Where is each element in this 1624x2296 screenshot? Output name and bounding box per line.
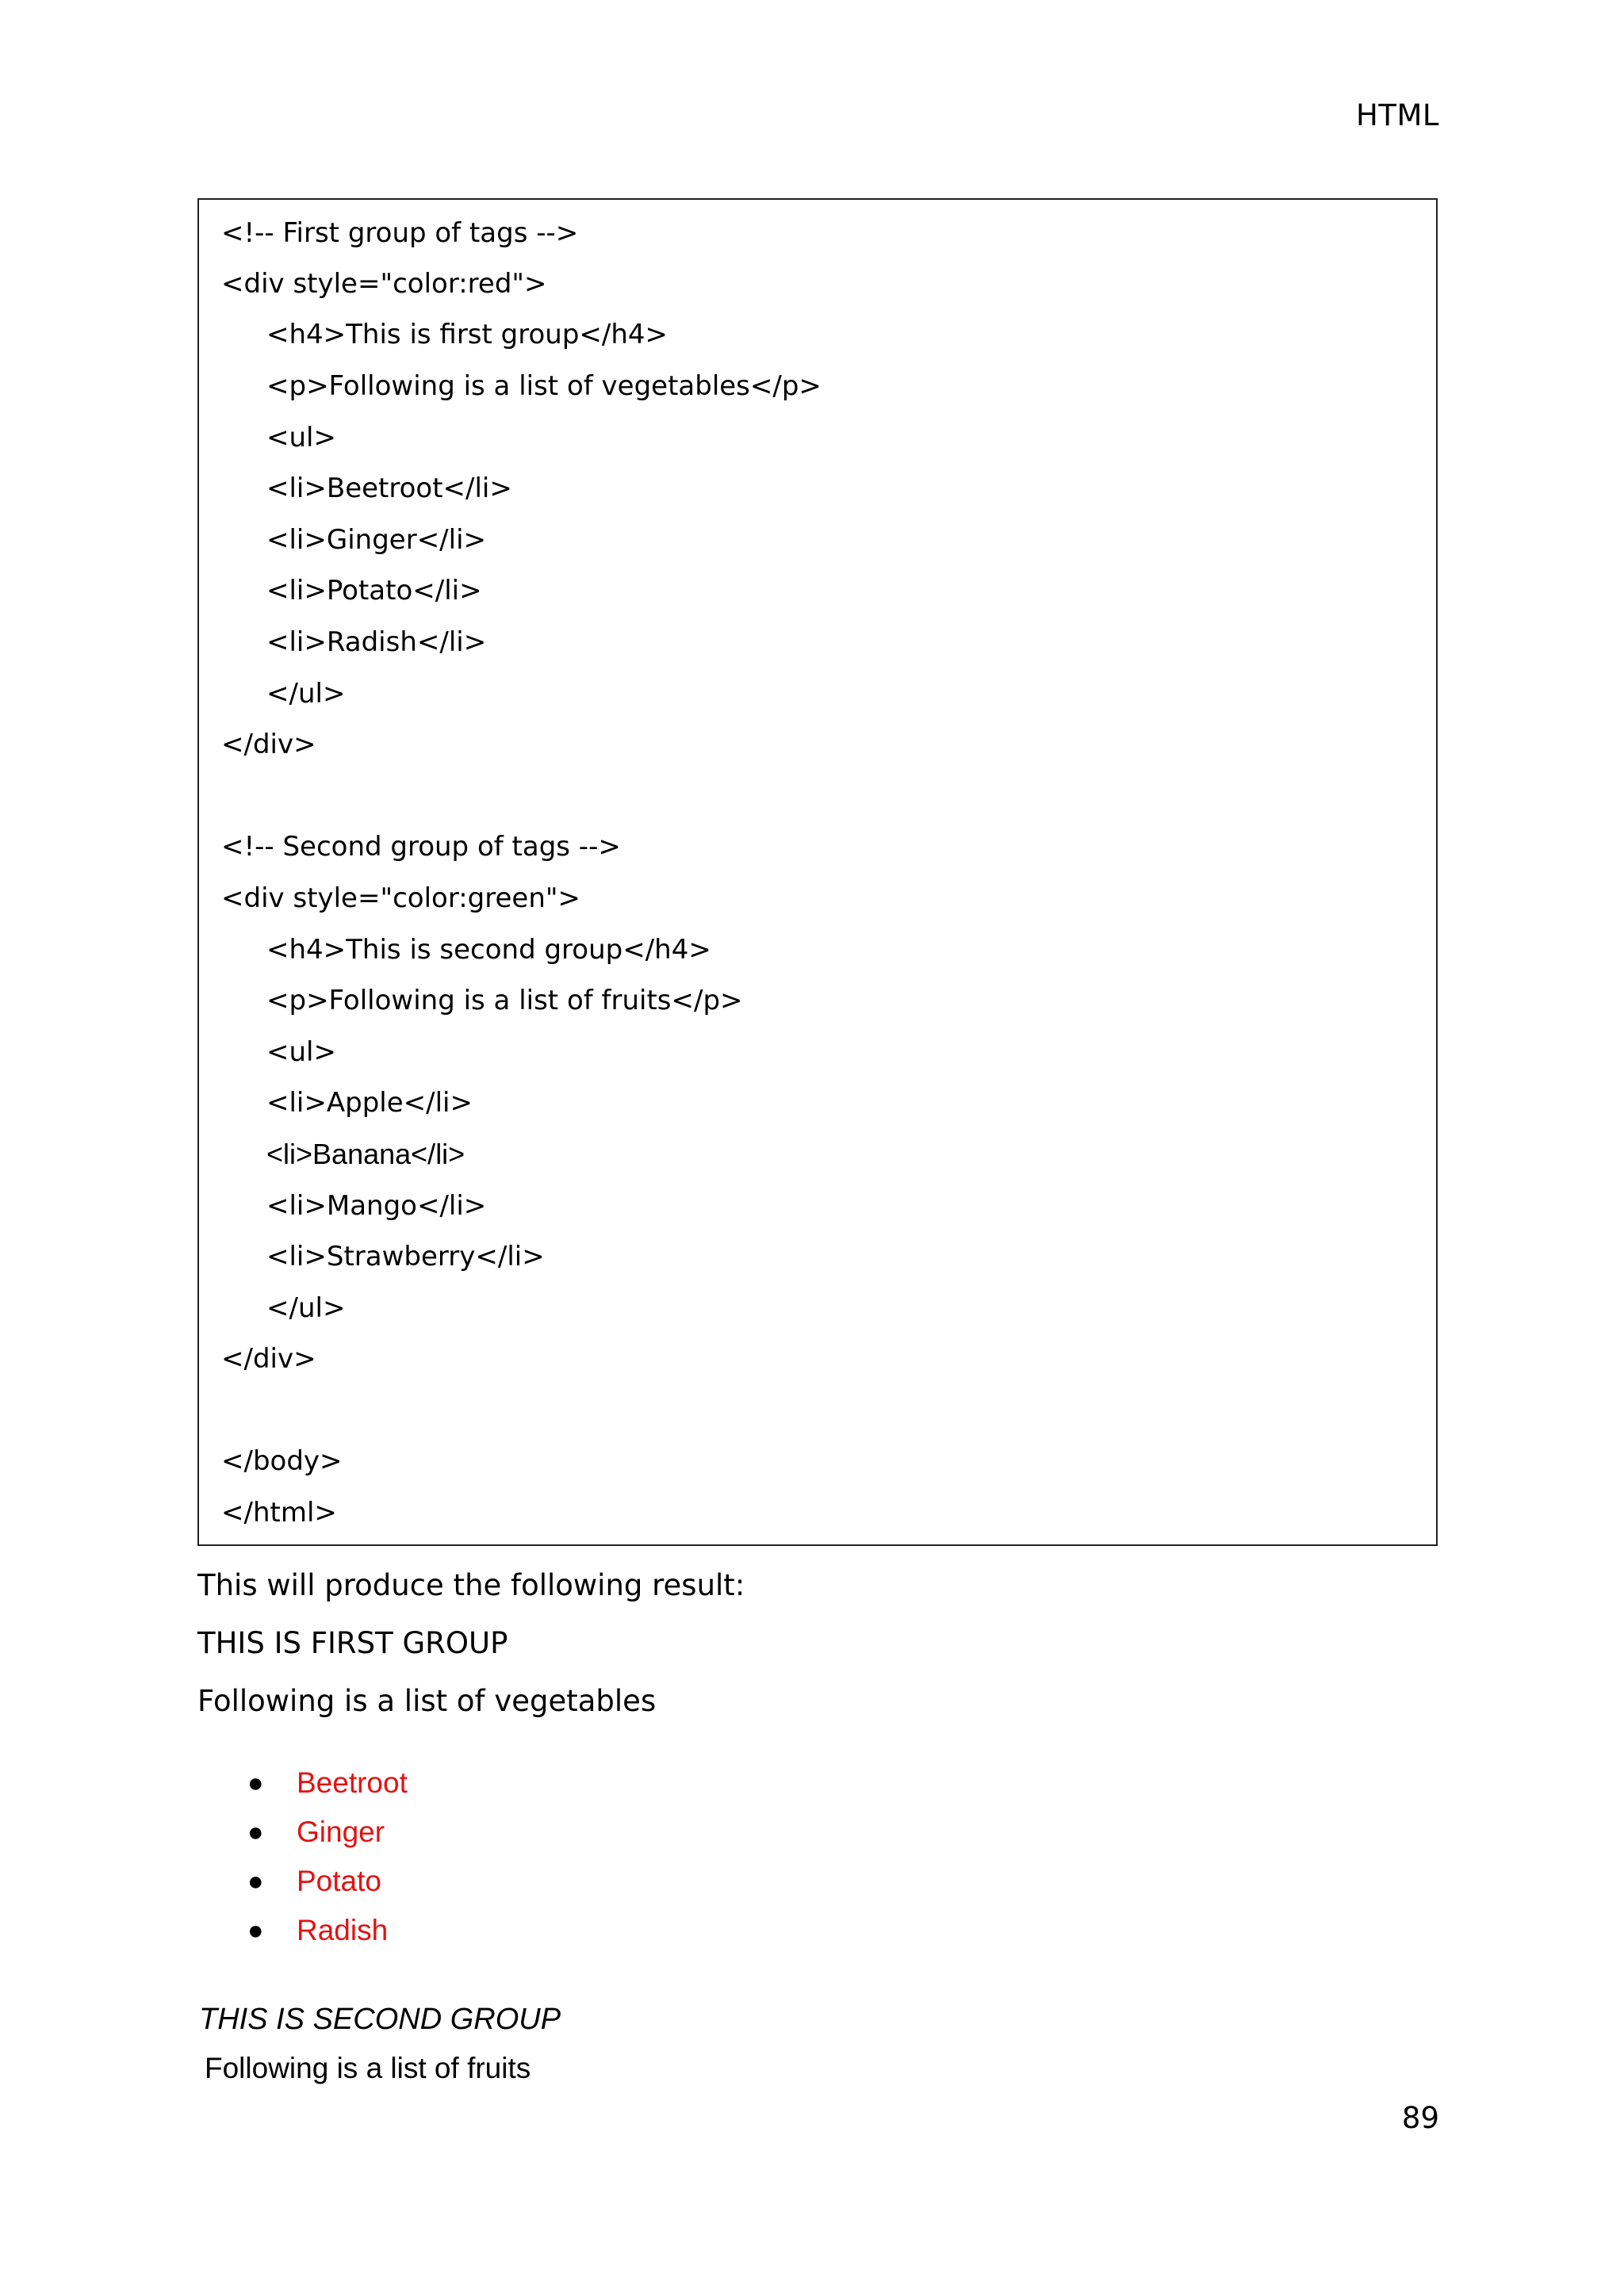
bullet-icon: ● <box>247 1768 264 1798</box>
code-line: <li>Ginger</li> <box>266 524 487 556</box>
code-line: <li>Radish</li> <box>266 626 487 658</box>
bullet-icon: ● <box>247 1817 264 1847</box>
code-line: <li>Potato</li> <box>266 575 482 607</box>
code-line: <div style="color:red"> <box>221 268 547 300</box>
code-line: <li>Strawberry</li> <box>266 1241 545 1272</box>
chapter-header: HTML <box>1356 98 1439 132</box>
code-line: <li>Banana</li> <box>266 1138 465 1170</box>
bullet-icon: ● <box>247 1866 264 1896</box>
code-example-box <box>197 198 1438 1546</box>
code-line: </html> <box>221 1497 337 1529</box>
code-line: <p>Following is a list of fruits</p> <box>266 985 743 1016</box>
first-group-paragraph: Following is a list of vegetables <box>197 1684 657 1718</box>
code-line: </div> <box>221 729 316 760</box>
second-group-heading: THIS IS SECOND GROUP <box>199 2003 561 2036</box>
list-item <box>238 1808 408 1857</box>
code-line: <ul> <box>266 422 336 453</box>
result-intro-text: This will produce the following result: <box>197 1568 745 1602</box>
list-item <box>238 1857 408 1906</box>
code-line: <!-- Second group of tags --> <box>221 831 621 863</box>
code-line: </div> <box>221 1343 316 1375</box>
list-item-label: Beetroot <box>297 1766 408 1799</box>
code-line: <ul> <box>266 1036 336 1068</box>
code-line: <h4>This is second group</h4> <box>266 934 711 966</box>
code-line: </ul> <box>266 1292 346 1324</box>
code-line: <p>Following is a list of vegetables</p> <box>266 370 822 402</box>
code-line: </body> <box>221 1445 343 1477</box>
code-line: <!-- First group of tags --> <box>221 217 579 249</box>
page-number: 89 <box>1401 2101 1439 2135</box>
list-item <box>238 1906 408 1955</box>
second-group-paragraph: Following is a list of fruits <box>205 2052 531 2084</box>
bullet-icon: ● <box>247 1915 264 1946</box>
code-line: <div style="color:green"> <box>221 882 581 914</box>
list-item-label: Ginger <box>297 1816 385 1848</box>
code-line: <h4>This is first group</h4> <box>266 319 668 350</box>
code-line: <li>Apple</li> <box>266 1087 473 1119</box>
list-item <box>238 1758 408 1808</box>
code-line: <li>Beetroot</li> <box>266 473 512 504</box>
first-group-heading: THIS IS FIRST GROUP <box>197 1626 508 1660</box>
code-line: </ul> <box>266 678 346 710</box>
list-item-label: Radish <box>297 1914 389 1946</box>
code-line: <li>Mango</li> <box>266 1190 487 1222</box>
vegetable-list <box>238 1758 408 1955</box>
list-item-label: Potato <box>297 1865 381 1897</box>
